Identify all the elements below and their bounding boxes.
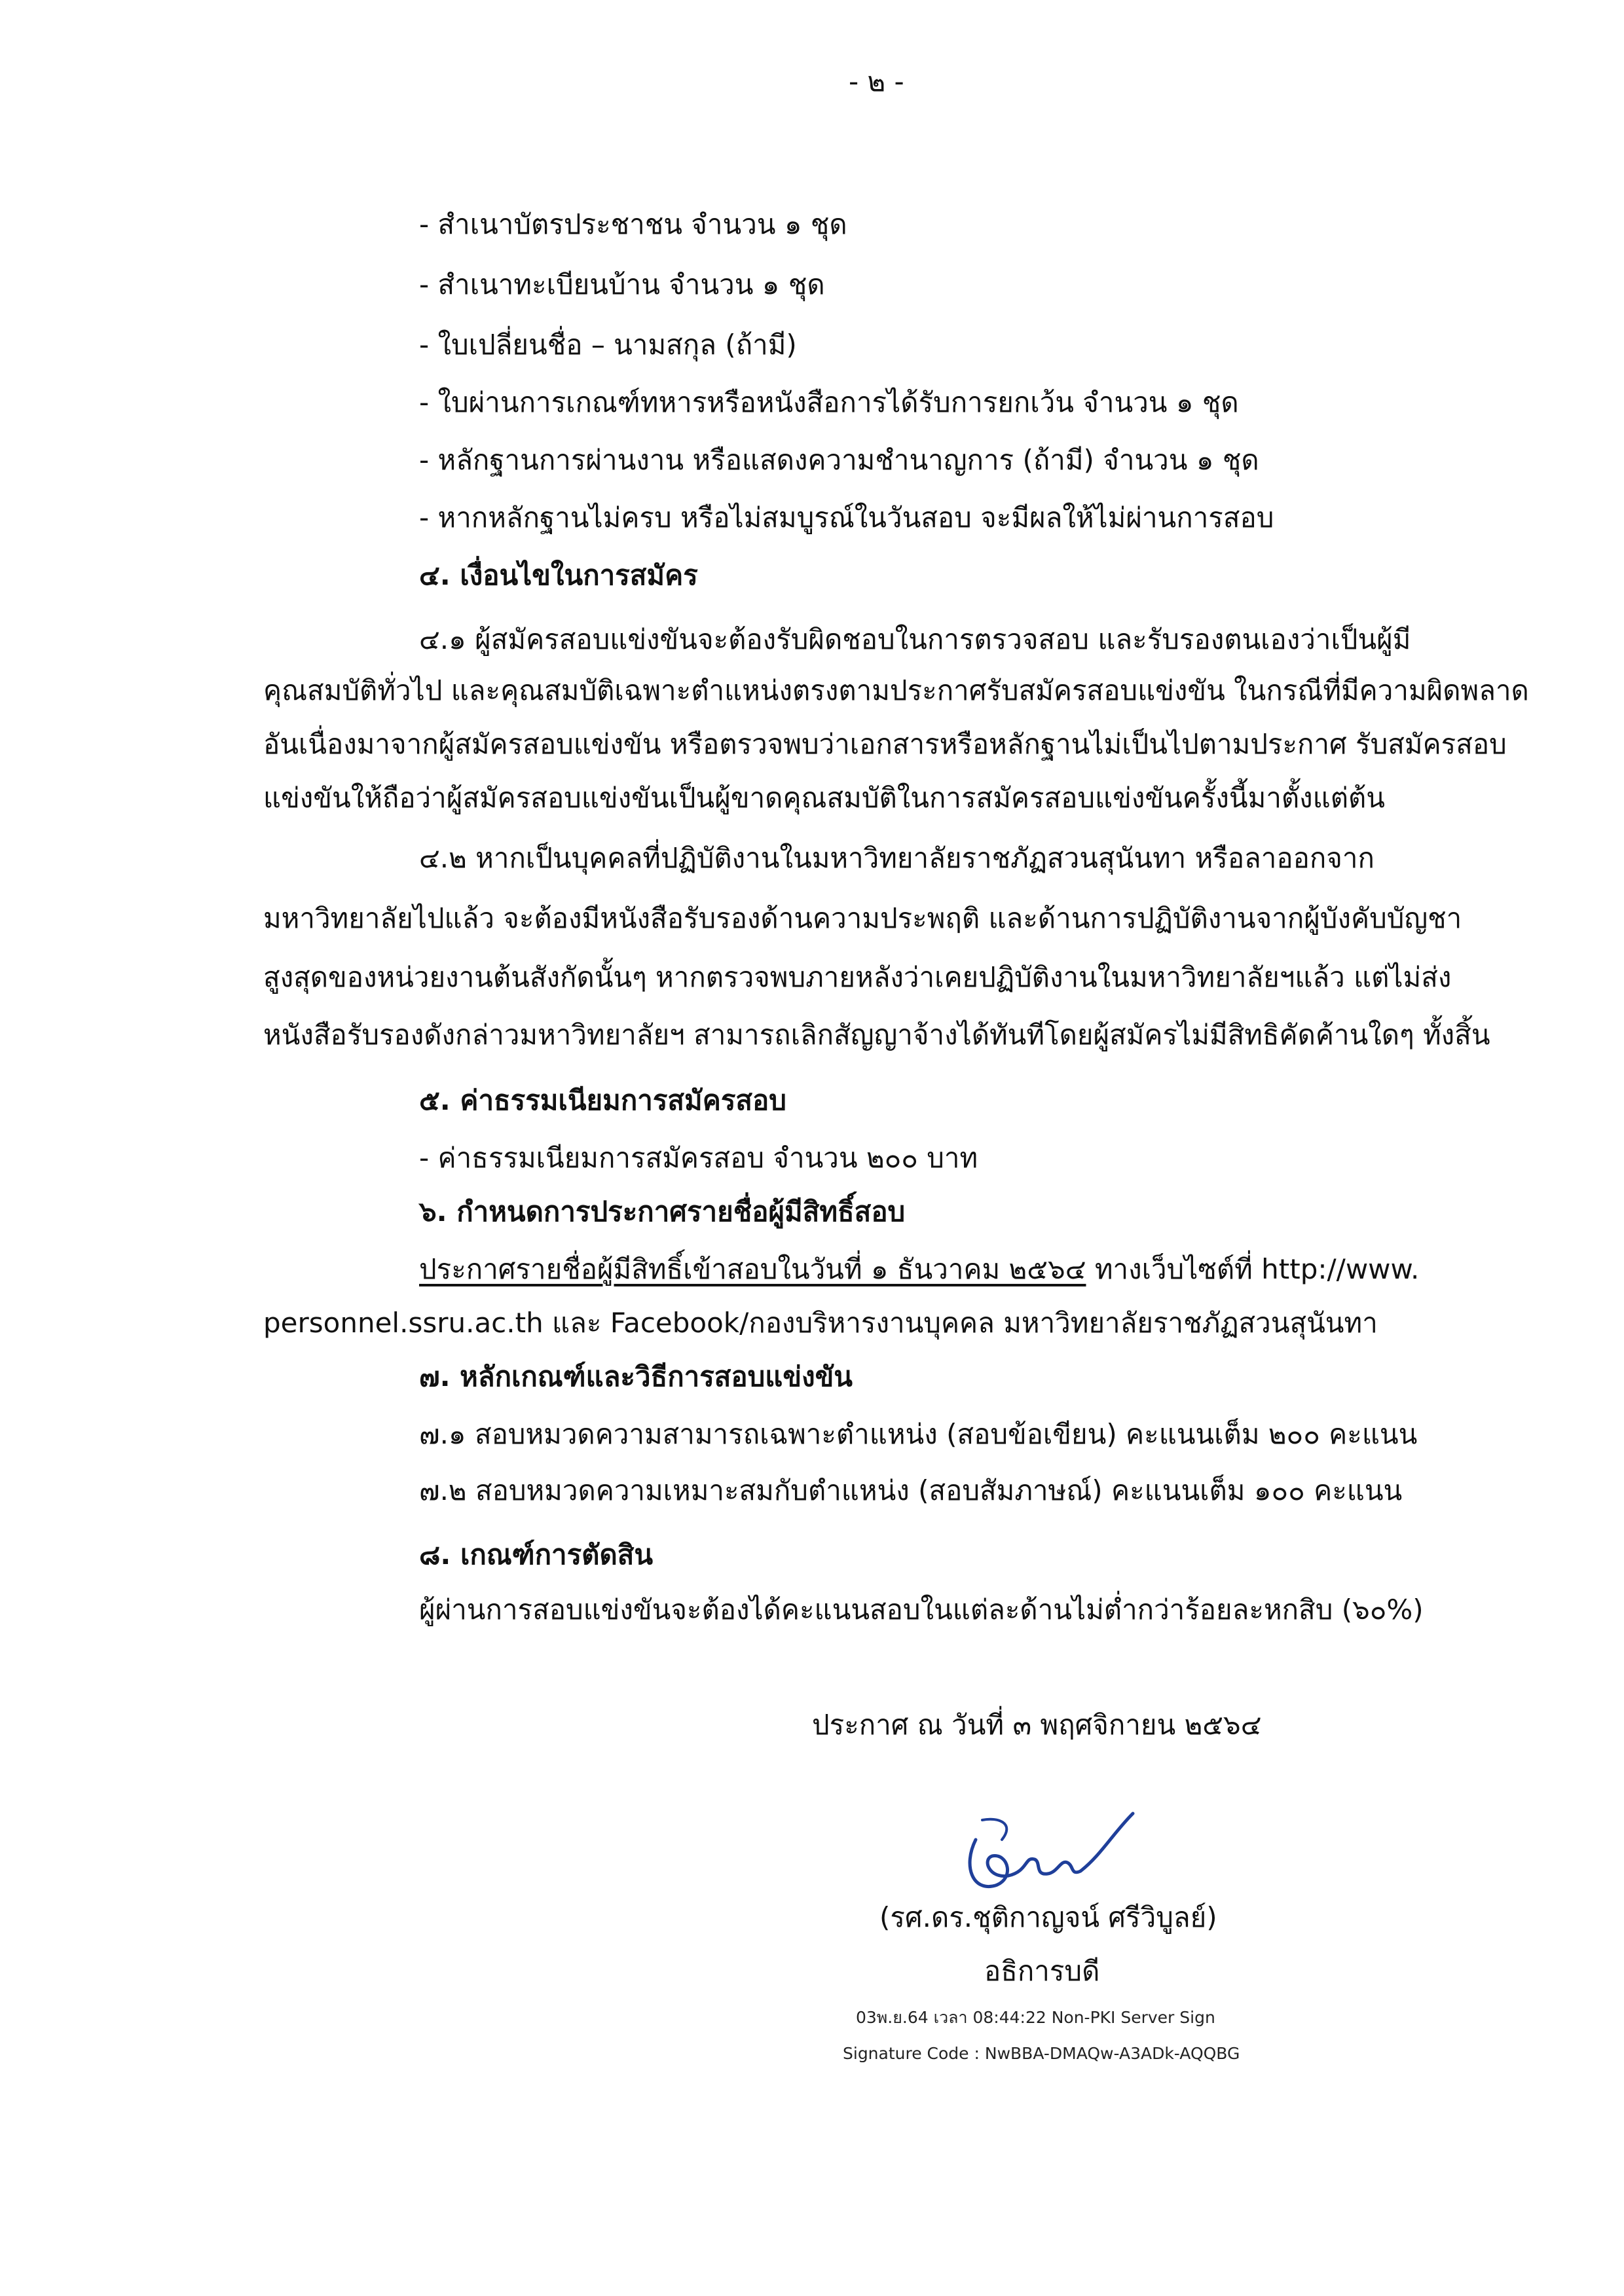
doc-item-name-change: - ใบเปลี่ยนชื่อ – นามสกุล (ถ้ามี) — [419, 329, 797, 361]
page-number: - ๒ - — [849, 65, 904, 98]
section4-p2-line3: สูงสุดของหน่วยงานต้นสังกัดนั้นๆ หากตรวจพบภายหลังว่าเคยปฏิบัติงานในมหาวิทยาลัยฯแล้ว แต่ไม่ส่ง — [263, 961, 1452, 993]
section4-heading: ๔. เงื่อนไขในการสมัคร — [419, 559, 698, 591]
section4-p2-line1: ๔.๒ หากเป็นบุคคลที่ปฏิบัติงานในมหาวิทยาลัยราชภัฏสวนสุนันทา หรือลาออกจาก — [419, 842, 1375, 874]
section6-heading: ๖. กำหนดการประกาศรายชื่อผู้มีสิทธิ์สอบ — [419, 1195, 906, 1228]
section7-item2: ๗.๒ สอบหมวดความเหมาะสมกับตำแหน่ง (สอบสัมภาษณ์) คะแนนเต็ม ๑๐๐ คะแนน — [419, 1474, 1403, 1506]
section8-line: ผู้ผ่านการสอบแข่งขันจะต้องได้คะแนนสอบในแต่ละด้านไม่ต่ำกว่าร้อยละหกสิบ (๖๐%) — [419, 1594, 1424, 1626]
signature-code: Signature Code : NwBBA-DMAQw-A3ADk-AQQBG — [843, 2044, 1240, 2063]
announcement-date: ประกาศ ณ วันที่ ๓ พฤศจิกายน ๒๕๖๔ — [812, 1709, 1262, 1741]
section4-p2-line4: หนังสือรับรองดังกล่าวมหาวิทยาลัยฯ สามารถเลิกสัญญาจ้างได้ทันทีโดยผู้สมัครไม่มีสิทธิคัดค้านใดๆ ทั้งสิ้น — [263, 1019, 1490, 1051]
signature-image — [936, 1794, 1159, 1899]
section4-p1-line3: อันเนื่องมาจากผู้สมัครสอบแข่งขัน หรือตรวจพบว่าเอกสารหรือหลักฐานไม่เป็นไปตามประกาศ รับสมัครสอบ — [263, 728, 1507, 760]
website-text: ทางเว็บไซต์ที่ http://www. — [1086, 1253, 1420, 1285]
section8-heading: ๘. เกณฑ์การตัดสิน — [419, 1539, 654, 1571]
announcement-date-underlined: ประกาศรายชื่อผู้มีสิทธิ์เข้าสอบในวันที่ ๑ ธันวาคม ๒๕๖๔ — [419, 1253, 1086, 1285]
doc-item-work-evidence: - หลักฐานการผ่านงาน หรือแสดงความชำนาญการ (ถ้ามี) จำนวน ๑ ชุด — [419, 444, 1259, 476]
section6-line2: personnel.ssru.ac.th และ Facebook/กองบริหารงานบุคคล มหาวิทยาลัยราชภัฏสวนสุนันทา — [263, 1307, 1378, 1339]
signer-name: (รศ.ดร.ชุติกาญจน์ ศรีวิบูลย์) — [879, 1901, 1217, 1933]
signer-title: อธิการบดี — [984, 1955, 1100, 1987]
doc-item-incomplete-note: - หากหลักฐานไม่ครบ หรือไม่สมบูรณ์ในวันสอบ จะมีผลให้ไม่ผ่านการสอบ — [419, 501, 1274, 534]
sign-metadata: 03พ.ย.64 เวลา 08:44:22 Non-PKI Server Sign — [856, 2008, 1215, 2027]
doc-item-id-card: - สำเนาบัตรประชาชน จำนวน ๑ ชุด — [419, 208, 847, 240]
section5-heading: ๕. ค่าธรรมเนียมการสมัครสอบ — [419, 1084, 786, 1116]
section7-heading: ๗. หลักเกณฑ์และวิธีการสอบแข่งขัน — [419, 1360, 853, 1393]
section4-p1-line2: คุณสมบัติทั่วไป และคุณสมบัติเฉพาะตำแหน่งตรงตามประกาศรับสมัครสอบแข่งขัน ในกรณีที่มีความผิดพลาด — [263, 674, 1529, 706]
section4-p2-line2: มหาวิทยาลัยไปแล้ว จะต้องมีหนังสือรับรองด้านความประพฤติ และด้านการปฏิบัติงานจากผู้บังคับบัญชา — [263, 902, 1462, 934]
section7-item1: ๗.๑ สอบหมวดความสามารถเฉพาะตำแหน่ง (สอบข้อเขียน) คะแนนเต็ม ๒๐๐ คะแนน — [419, 1418, 1418, 1450]
section5-fee-line: - ค่าธรรมเนียมการสมัครสอบ จำนวน ๒๐๐ บาท — [419, 1142, 978, 1174]
section4-p1-line4: แข่งขันให้ถือว่าผู้สมัครสอบแข่งขันเป็นผู้ขาดคุณสมบัติในการสมัครสอบแข่งขันครั้งนี้มาตั้งแต่ต้น — [263, 782, 1386, 814]
doc-item-house-registration: - สำเนาทะเบียนบ้าน จำนวน ๑ ชุด — [419, 268, 825, 301]
section4-p1-line1: ๔.๑ ผู้สมัครสอบแข่งขันจะต้องรับผิดชอบในการตรวจสอบ และรับรองตนเองว่าเป็นผู้มี — [419, 623, 1411, 655]
section6-line1 — [419, 1250, 1419, 1289]
doc-item-military: - ใบผ่านการเกณฑ์ทหารหรือหนังสือการได้รับการยกเว้น จำนวน ๑ ชุด — [419, 386, 1239, 418]
